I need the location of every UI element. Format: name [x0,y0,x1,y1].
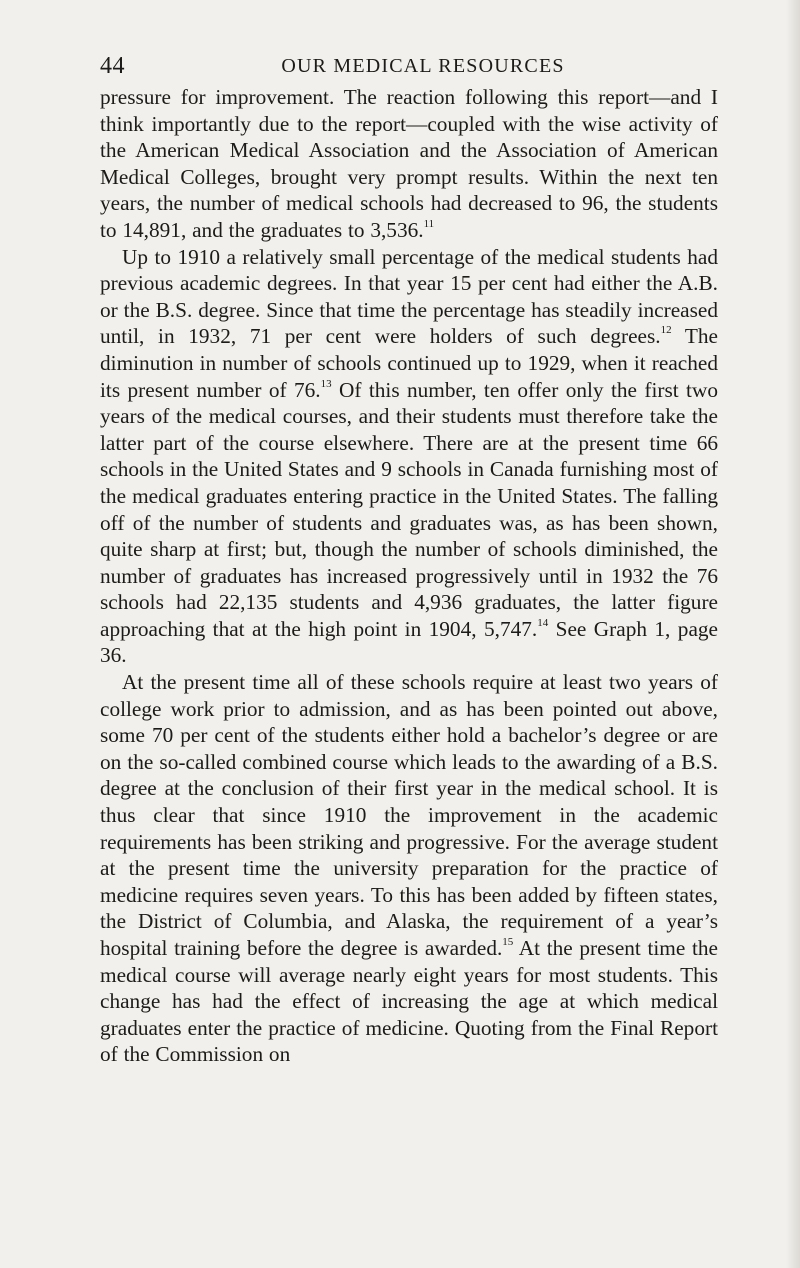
text-run: The diminution in number of schools continued up to 1929, when it reached its present number of 76. [100,324,718,402]
footnote-ref-13: 13 [320,377,332,390]
paragraph-1 [100,84,718,244]
text-run: See Graph 1, page 36. [100,616,718,668]
text-run: pressure for improvement. The reaction following this report—and I think importantly due to the report—coupled with the wise activity of the American Medical Association and the Association of American Medical Colleges, brought very prompt results. Within the next ten years, the number of medical schools had decreased to 96, the students to 14,891, and the graduates to 3,536. [100,85,718,242]
text-run: At the present time the medical course will average nearly eight years for most students. This change has had the effect of increasing the age at which medical graduates enter the practice of medicine. Quoting from the Final Report of the Commission on [100,936,718,1067]
page-edge-shadow [786,0,800,1268]
text-run: At the present time all of these schools require at least two years of college work prior to admission, and as has been pointed out above, some 70 per cent of the students either hold a bachelor’s degree or are on the so-called combined course which leads to the awarding of a B.S. degree at the conclusion of their first year in the medical school. It is thus clear that since 1910 the improvement in the academic requirements has been striking and progressive. For the average student at the present time the university preparation for the practice of medicine requires seven years. To this has been added by fifteen states, the District of Columbia, and Alaska, the requirement of a year’s hospital training before the degree is awarded. [100,670,718,960]
footnote-ref-15: 15 [502,936,514,948]
text-run: Up to 1910 a relatively small percentage of the medical students had previous academic degrees. In that year 15 per cent had either the A.B. or the B.S. degree. Since that time the percentage has steadily increased until, in 1932, 71 per cent were holders of such degrees. [100,244,718,349]
running-head [100,50,716,82]
paragraph-3 [100,669,718,1068]
text-run: Of this number, ten offer only the first two years of the medical courses, and their students must therefore take the latter part of the course elsewhere. There are at the present time 66 schools in the United States and 9 schools in Canada furnishing most of the medical graduates entering practice in the United States. The falling off of the number of students and graduates was, as has been shown, quite sharp at first; but, though the number of schools diminished, the number of graduates has increased progressively until in 1932 the 76 schools had 22,135 students and 4,936 graduates, the latter figure approaching that at the high point in 1904, 5,747. [100,377,718,641]
page-number: 44 [100,53,125,79]
footnote-ref-12: 12 [660,324,672,337]
running-title: OUR MEDICAL RESOURCES [281,55,565,77]
footnote-ref-14: 14 [537,616,549,629]
footnote-ref-11: 11 [423,217,435,230]
paragraph-2 [100,244,718,670]
body-text [100,84,718,1068]
